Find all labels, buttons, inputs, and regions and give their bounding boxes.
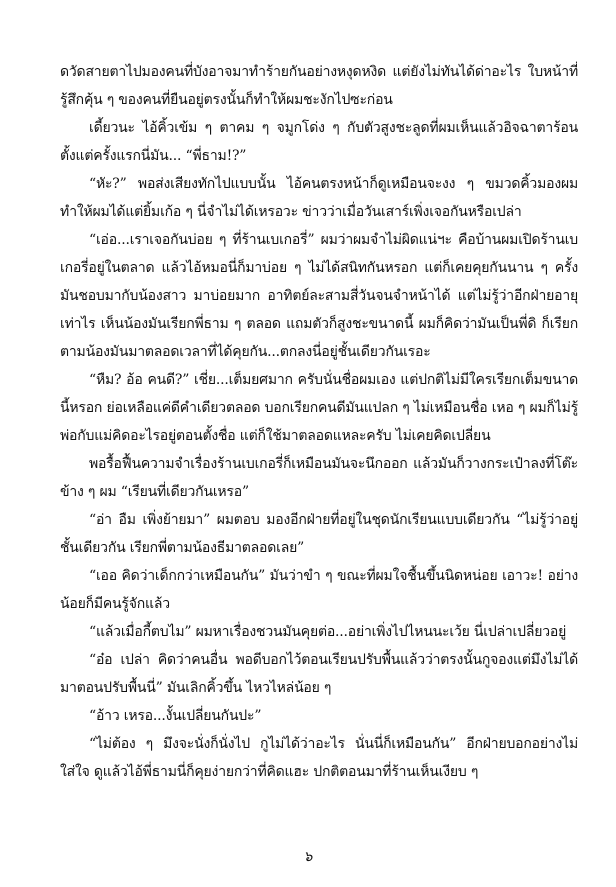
paragraph: “อ๋อ เปล่า คิดว่าคนอื่น พอดีบอกไว้ตอนเรียนปรับพื้นแล้วว่าตรงนั้นกูจองแต่มึงไม่ได้มาตอนปรับพื้นนี่” มันเลิกคิ้วขึ้น ไหวไหล่น้อย ๆ: [60, 652, 578, 696]
paragraph: “เอ่อ...เราเจอกันบ่อย ๆ ที่ร้านเบเกอรี่” ผมว่าผมจำไม่ผิดแน่ฯะ คือบ้านผมเปิดร้านเบเกอรี่อยู่ในตลาด แล้วไอ้หมอนี่ก็มาบ่อย ๆ ไม่ได้สนิทกันหรอก แต่ก็เคยคุยกันนาน ๆ ครั้ง มันชอบมากับน้องสาว มาบ่อยมาก อาทิตย์ละสามสี่วันจนจำหน้าได้ แต่ไม่รู้ว่าอีกฝ่ายอายุเท่าไร เห็นน้องมันเรียกพี่ธาม ๆ ตลอด แถมตัวก็สูงชะขนาดนี้ ผมก็คิดว่ามันเป็นพี่ดิ ก็เรียกตามน้องมันมาตลอดเวลาที่ได้คุยกัน...ตกลงนี่อยู่ชั้นเดียวกันเรอะ: [60, 232, 578, 360]
body-text: [60, 58, 578, 786]
page-number: ๖: [303, 849, 313, 865]
paragraph: “หืม? อ้อ คนดี?” เชี่ย...เต็มยศมาก ครับนั่นชื่อผมเอง แต่ปกติไม่มีใครเรียกเต็มขนาดนี้หรอก ย่อเหลือแค่ดีคำเดียวตลอด บอกเรียกคนดีมันแปลก ๆ ไม่เหมือนชื่อ เหอ ๆ ผมก็ไม่รู้พ่อกับแม่คิดอะไรอยู่ตอนตั้งชื่อ แต่ก็ใช้มาตลอดแหละครับ ไม่เคยคิดเปลี่ยน: [60, 372, 578, 444]
paragraph: “ไม่ต้อง ๆ มึงจะนั่งก็นั่งไป กูไม่ได้ว่าอะไร นั่นนี่ก็เหมือนกัน” อีกฝ่ายบอกอย่างไม่ใส่ใจ ดูแล้วไอ้พี่ธามนี่ก็คุยง่ายกว่าที่คิดแฮะ ปกติตอนมาที่ร้านเห็นเงียบ ๆ: [60, 736, 578, 780]
paragraph: “อ่า อืม เพิ่งย้ายมา” ผมตอบ มองอีกฝ่ายที่อยู่ในชุดนักเรียนแบบเดียวกัน “ไม่รู้ว่าอยู่ชั้นเดียวกัน เรียกพี่ตามน้องธีมาตลอดเลย”: [60, 512, 578, 556]
paragraph: “แล้วเมื่อกี้ตบไม” ผมหาเรื่องชวนมันคุยต่อ...อย่าเพิ่งไปไหนนะเว้ย นี่เปล่าเปลี่ยวอยู่: [89, 624, 567, 640]
paragraph: ดวัดสายตาไปมองคนที่บังอาจมาทำร้ายกันอย่างหงุดหงิด แต่ยังไม่ทันได้ด่าอะไร ใบหน้าที่รู้สึกคุ้น ๆ ของคนที่ยืนอยู่ตรงนั้นก็ทำให้ผมชะงักไปซะก่อน: [60, 64, 578, 108]
paragraph: “เออ คิดว่าเด็กกว่าเหมือนกัน” มันว่าขำ ๆ ขณะที่ผมใจชื้นขึ้นนิดหน่อย เอาวะ! อย่างน้อยก็มีคนรู้จักแล้ว: [60, 568, 578, 612]
paragraph: “หัะ?” พอส่งเสียงทักไปแบบนั้น ไอ้คนตรงหน้าก็ดูเหมือนจะงง ๆ ขมวดคิ้วมองผม ทำให้ผมได้แต่ยิ้มเก้อ ๆ นี่จำไม่ได้เหรอวะ ข่าวว่าเมื่อวันเสาร์เพิ่งเจอกันหรือเปล่า: [60, 176, 578, 220]
paragraph: “อ้าว เหรอ...งั้นเปลี่ยนกันปะ”: [89, 708, 262, 724]
paragraph: เดี้ยวนะ ไอ้คิ้วเข้ม ๆ ตาคม ๆ จมูกโด่ง ๆ กับตัวสูงชะลูดที่ผมเห็นแล้วอิจฉาตาร้อนตั้งแต่ครั้งแรกนี่มัน... “พี่ธาม!?”: [60, 120, 578, 164]
paragraph: พอรื้อฟื้นความจำเรื่องร้านเบเกอรี่ก็เหมือนมันจะนึกออก แล้วมันก็วางกระเป๋าลงที่โต๊ะข้าง ๆ ผม “เรียนที่เดียวกันเหรอ”: [60, 456, 578, 500]
